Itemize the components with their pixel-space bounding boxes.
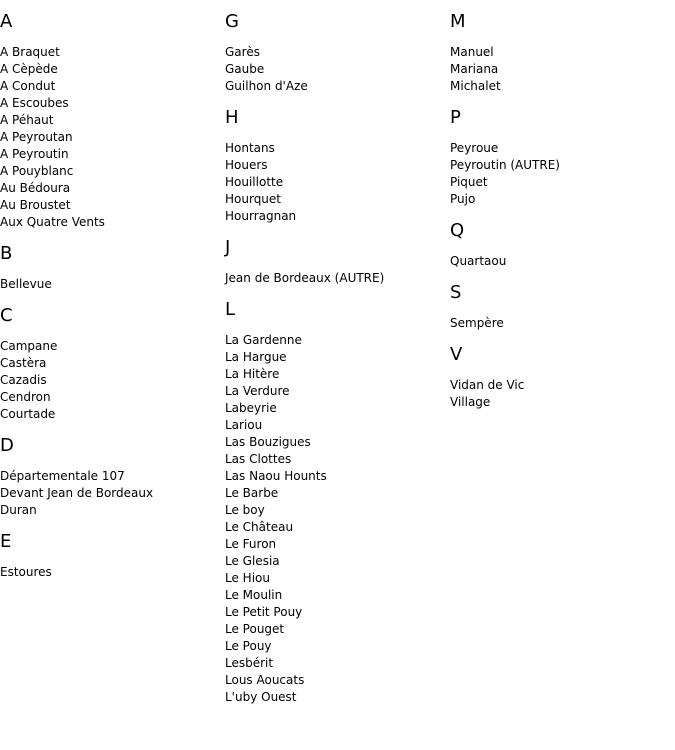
place-link[interactable]: Le Furon [225, 537, 277, 551]
place-link[interactable]: Le Barbe [225, 486, 279, 500]
place-link[interactable]: Peyroutin (AUTRE) [450, 158, 560, 172]
place-link[interactable]: Le Glesia [225, 554, 280, 568]
letter-group [450, 282, 670, 332]
index-column-1 [0, 0, 220, 593]
place-link[interactable]: A Braquet [0, 45, 60, 59]
place-link[interactable]: Le Petit Pouy [225, 605, 303, 619]
place-link[interactable]: Michalet [450, 79, 501, 93]
place-link[interactable]: Au Broustet [0, 198, 71, 212]
place-link[interactable]: Au Bédoura [0, 181, 71, 195]
place-link[interactable]: Houers [225, 158, 268, 172]
letter-heading: D [0, 435, 14, 456]
place-link[interactable]: Sempère [450, 316, 504, 330]
place-list [450, 377, 670, 411]
letter-heading: A [0, 11, 13, 32]
place-link[interactable]: Le Pouy [225, 639, 272, 653]
place-link[interactable]: Départementale 107 [0, 469, 125, 483]
place-link[interactable]: Jean de Bordeaux (AUTRE) [225, 271, 385, 285]
letter-group [225, 299, 445, 706]
letter-heading: Q [450, 220, 465, 241]
letter-heading: M [450, 11, 466, 32]
letter-heading: J [225, 237, 231, 258]
place-link[interactable]: A Pouyblanc [0, 164, 74, 178]
letter-heading: C [0, 305, 13, 326]
place-link[interactable]: Quartaou [450, 254, 507, 268]
place-link[interactable]: A Peyroutin [0, 147, 69, 161]
place-link[interactable]: Las Naou Hounts [225, 469, 327, 483]
place-link[interactable]: Le Château [225, 520, 294, 534]
letter-group [0, 531, 220, 581]
place-link[interactable]: Le boy [225, 503, 265, 517]
place-link[interactable]: La Verdure [225, 384, 290, 398]
place-link[interactable]: Labeyrie [225, 401, 277, 415]
place-list [450, 140, 670, 208]
place-link[interactable]: Lariou [225, 418, 263, 432]
letter-group [0, 243, 220, 293]
place-list [0, 468, 220, 519]
letter-group [0, 11, 220, 231]
place-link[interactable]: Hontans [225, 141, 275, 155]
place-link[interactable]: L'uby Ouest [225, 690, 297, 704]
place-link[interactable]: Piquet [450, 175, 488, 189]
place-link[interactable]: A Escoubes [0, 96, 69, 110]
place-link[interactable]: Le Pouget [225, 622, 285, 636]
letter-group [450, 344, 670, 411]
place-link[interactable]: Estoures [0, 565, 52, 579]
place-link[interactable]: Houillotte [225, 175, 284, 189]
place-list [450, 253, 670, 270]
index-column-2 [225, 0, 445, 718]
place-link[interactable]: Pujo [450, 192, 476, 206]
place-link[interactable]: Vidan de Vic [450, 378, 525, 392]
place-link[interactable]: Duran [0, 503, 37, 517]
place-list [0, 44, 220, 231]
place-list [225, 270, 445, 287]
place-link[interactable]: A Condut [0, 79, 56, 93]
index-column-3 [450, 0, 670, 423]
place-link[interactable]: Cazadis [0, 373, 47, 387]
place-link[interactable]: A Péhaut [0, 113, 54, 127]
place-link[interactable]: La Hargue [225, 350, 287, 364]
letter-group [450, 107, 670, 208]
place-link[interactable]: Guilhon d'Aze [225, 79, 308, 93]
place-link[interactable]: Las Bouzigues [225, 435, 311, 449]
place-link[interactable]: Hourquet [225, 192, 282, 206]
place-link[interactable]: Garès [225, 45, 260, 59]
letter-heading: E [0, 531, 12, 552]
place-link[interactable]: A Cèpède [0, 62, 58, 76]
place-link[interactable]: Castèra [0, 356, 47, 370]
place-link[interactable]: Manuel [450, 45, 494, 59]
place-link[interactable]: Le Hiou [225, 571, 270, 585]
letter-heading: H [225, 107, 239, 128]
letter-group [0, 435, 220, 519]
place-link[interactable]: Las Clottes [225, 452, 292, 466]
place-link[interactable]: La Hitère [225, 367, 280, 381]
place-list [450, 315, 670, 332]
letter-heading: S [450, 282, 462, 303]
place-list [225, 140, 445, 225]
place-list [0, 276, 220, 293]
place-link[interactable]: Mariana [450, 62, 499, 76]
place-link[interactable]: Lesbérit [225, 656, 274, 670]
place-link[interactable]: Cendron [0, 390, 51, 404]
letter-heading: P [450, 107, 461, 128]
place-link[interactable]: Campane [0, 339, 58, 353]
place-link[interactable]: Peyroue [450, 141, 499, 155]
place-link[interactable]: A Peyroutan [0, 130, 73, 144]
place-link[interactable]: Aux Quatre Vents [0, 215, 105, 229]
letter-heading: B [0, 243, 13, 264]
place-link[interactable]: Gaube [225, 62, 265, 76]
letter-group [225, 237, 445, 287]
place-list [450, 44, 670, 95]
place-link[interactable]: Bellevue [0, 277, 52, 291]
letter-group [0, 305, 220, 423]
place-link[interactable]: Courtade [0, 407, 56, 421]
place-link[interactable]: Village [450, 395, 491, 409]
letter-group [450, 11, 670, 95]
place-link[interactable]: Devant Jean de Bordeaux [0, 486, 154, 500]
place-link[interactable]: Lous Aoucats [225, 673, 305, 687]
letter-group [450, 220, 670, 270]
place-list [225, 332, 445, 706]
letter-group [225, 11, 445, 95]
place-list [0, 564, 220, 581]
letter-group [225, 107, 445, 225]
place-list [0, 338, 220, 423]
place-link[interactable]: Le Moulin [225, 588, 283, 602]
place-list [225, 44, 445, 95]
letter-heading: G [225, 11, 239, 32]
place-link[interactable]: Hourragnan [225, 209, 297, 223]
letter-heading: L [225, 299, 236, 320]
letter-heading: V [450, 344, 463, 365]
place-link[interactable]: La Gardenne [225, 333, 302, 347]
